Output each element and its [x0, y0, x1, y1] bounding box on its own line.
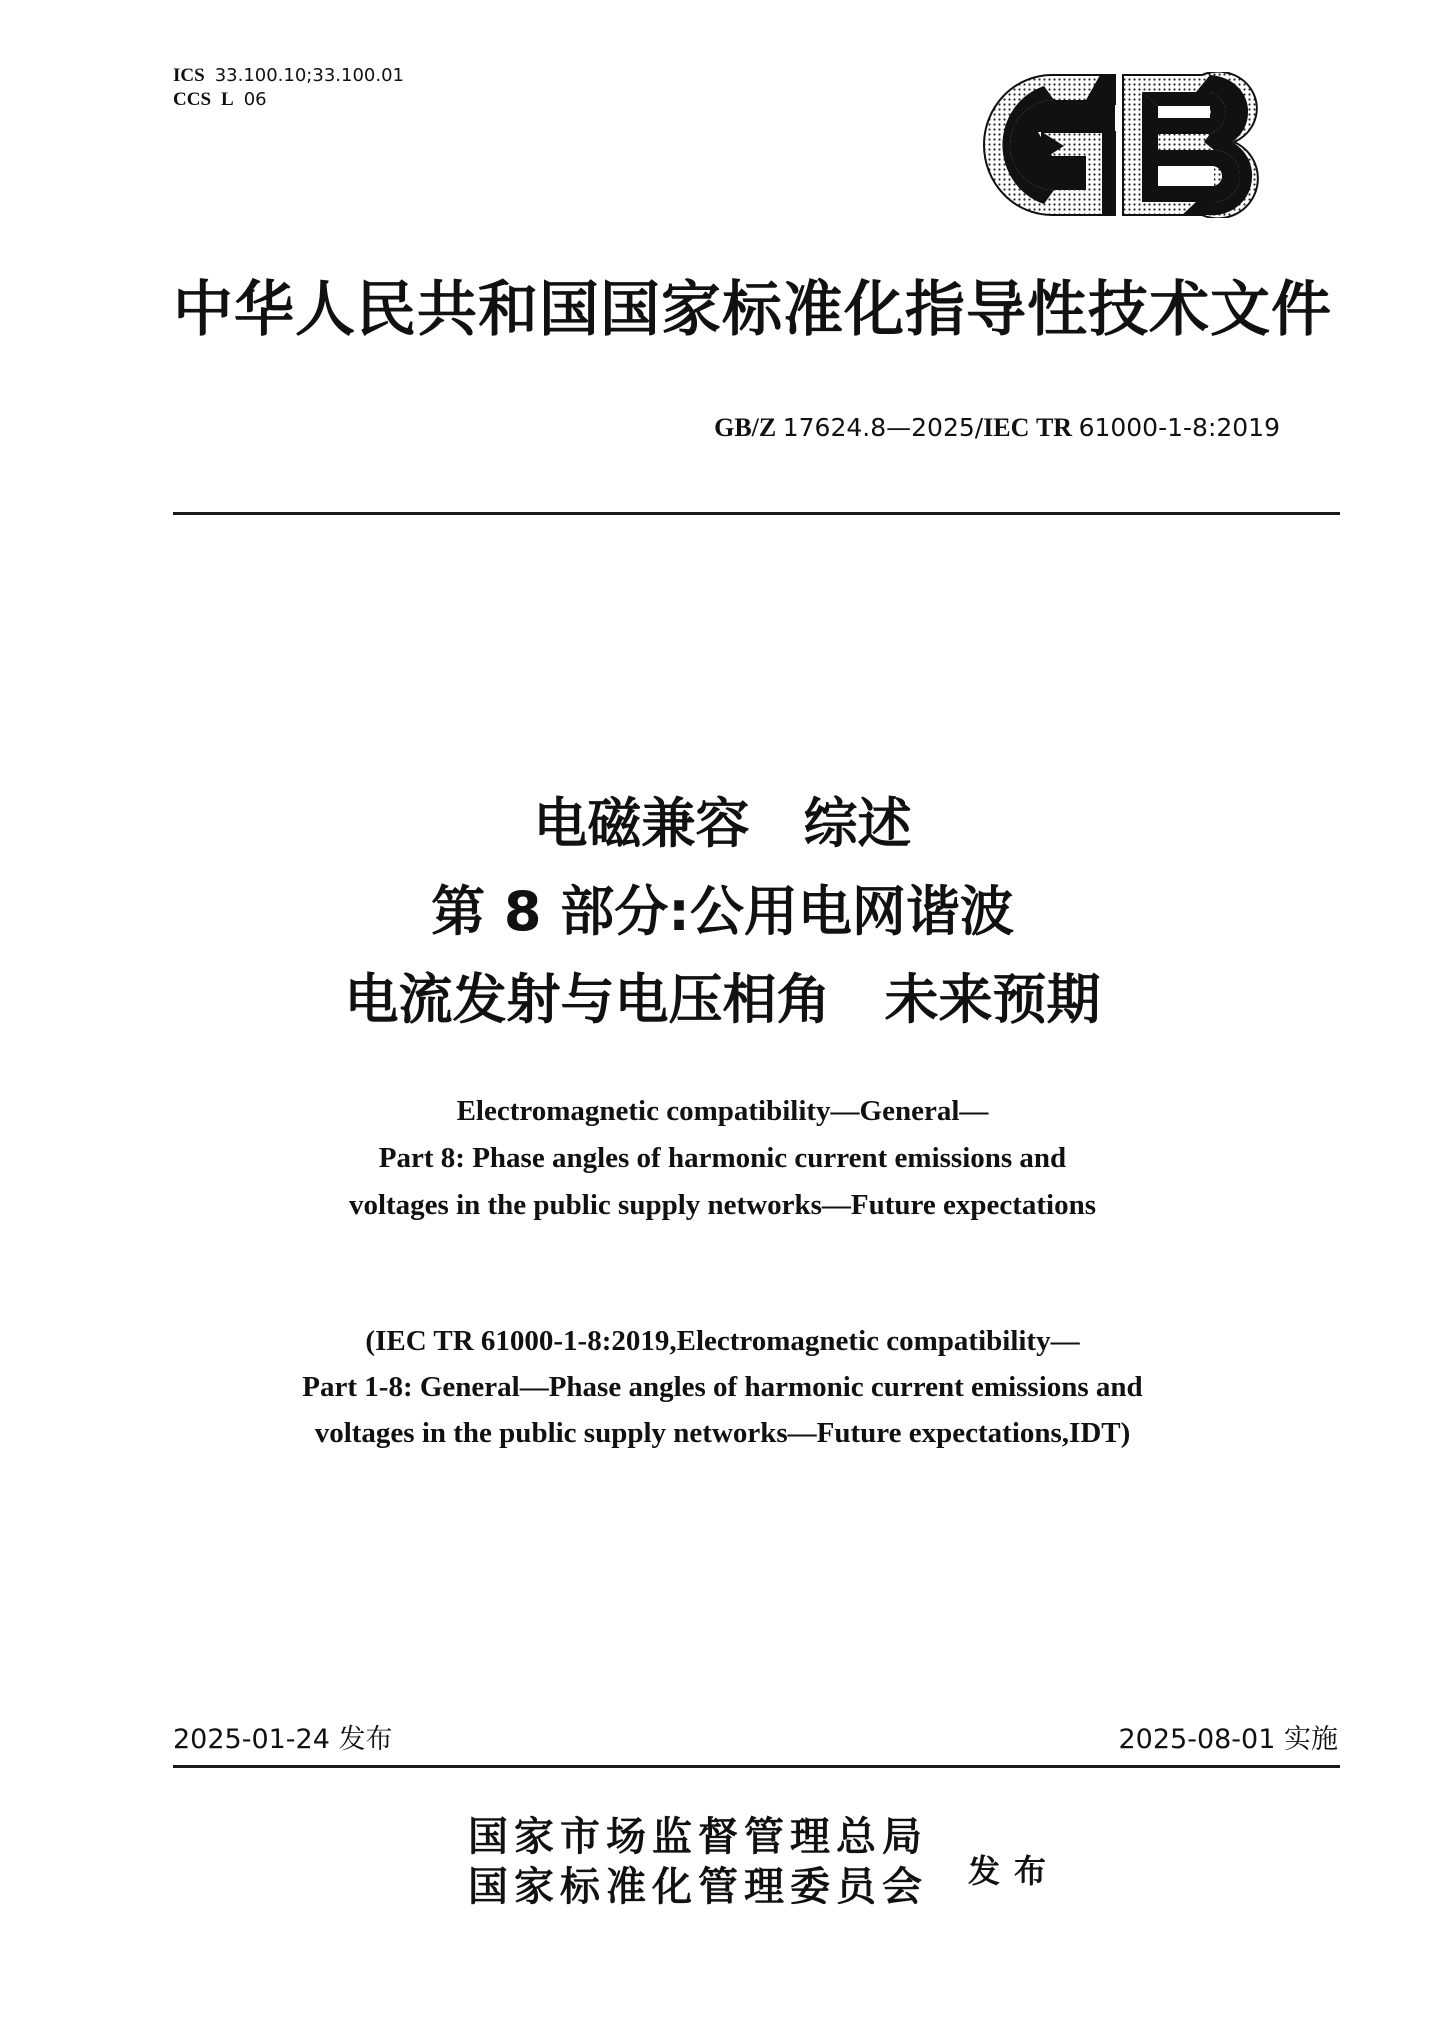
iec-prefix: IEC: [983, 413, 1030, 442]
iec-number: 61000-1-8:2019: [1078, 413, 1280, 442]
issuing-authorities: [468, 1812, 928, 1912]
issue-verb: 发布: [968, 1852, 1061, 1890]
standard-number: [714, 410, 1280, 446]
iec-line-3: voltages in the public supply networks—Future expectations,IDT): [314, 1417, 1131, 1449]
ccs-row: [173, 88, 404, 112]
gb-logo-icon: [982, 72, 1266, 218]
iec-line-2: Part 1-8: General—Phase angles of harmonic current emissions and: [302, 1371, 1143, 1403]
title-english: [0, 1088, 1445, 1229]
ics-label: ICS: [173, 65, 205, 86]
title-cn-line-1: 电磁兼容 综述: [533, 792, 912, 855]
issuer-samr: 国家市场监督管理总局: [468, 1813, 928, 1860]
header-divider: [173, 512, 1340, 515]
tr-label: TR: [1035, 413, 1073, 442]
title-cn-line-2: 第 8 部分:公用电网谐波: [431, 880, 1014, 943]
classification-codes: [173, 64, 404, 112]
ccs-value: 06: [243, 89, 267, 110]
iec-line-1: (IEC TR 61000-1-8:2019,Electromagnetic compatibility—: [365, 1325, 1080, 1357]
standard-code: 17624.8—2025/: [782, 413, 984, 442]
title-cn-line-3: 电流发射与电压相角 未来预期: [344, 968, 1101, 1031]
implement-date: 2025-08-01 实施: [1118, 1724, 1338, 1755]
title-chinese: [0, 780, 1445, 1044]
ics-row: [173, 64, 404, 88]
issuer-sac: 国家标准化管理委员会: [468, 1863, 928, 1910]
title-en-line-3: voltages in the public supply networks—Future expectations: [348, 1189, 1097, 1221]
ccs-letter: L: [221, 89, 234, 110]
ics-value: 33.100.10;33.100.01: [214, 65, 404, 86]
footer-divider: [173, 1765, 1340, 1768]
ccs-label: CCS: [173, 89, 212, 110]
standard-prefix: GB/Z: [714, 413, 777, 442]
title-en-line-1: Electromagnetic compatibility—General—: [456, 1095, 989, 1127]
title-en-line-2: Part 8: Phase angles of harmonic current emissions and: [378, 1142, 1067, 1174]
document-type-title: 中华人民共和国国家标准化指导性技术文件: [173, 275, 1332, 345]
publish-date: 2025-01-24 发布: [173, 1724, 393, 1755]
iec-equivalence: [0, 1318, 1445, 1456]
